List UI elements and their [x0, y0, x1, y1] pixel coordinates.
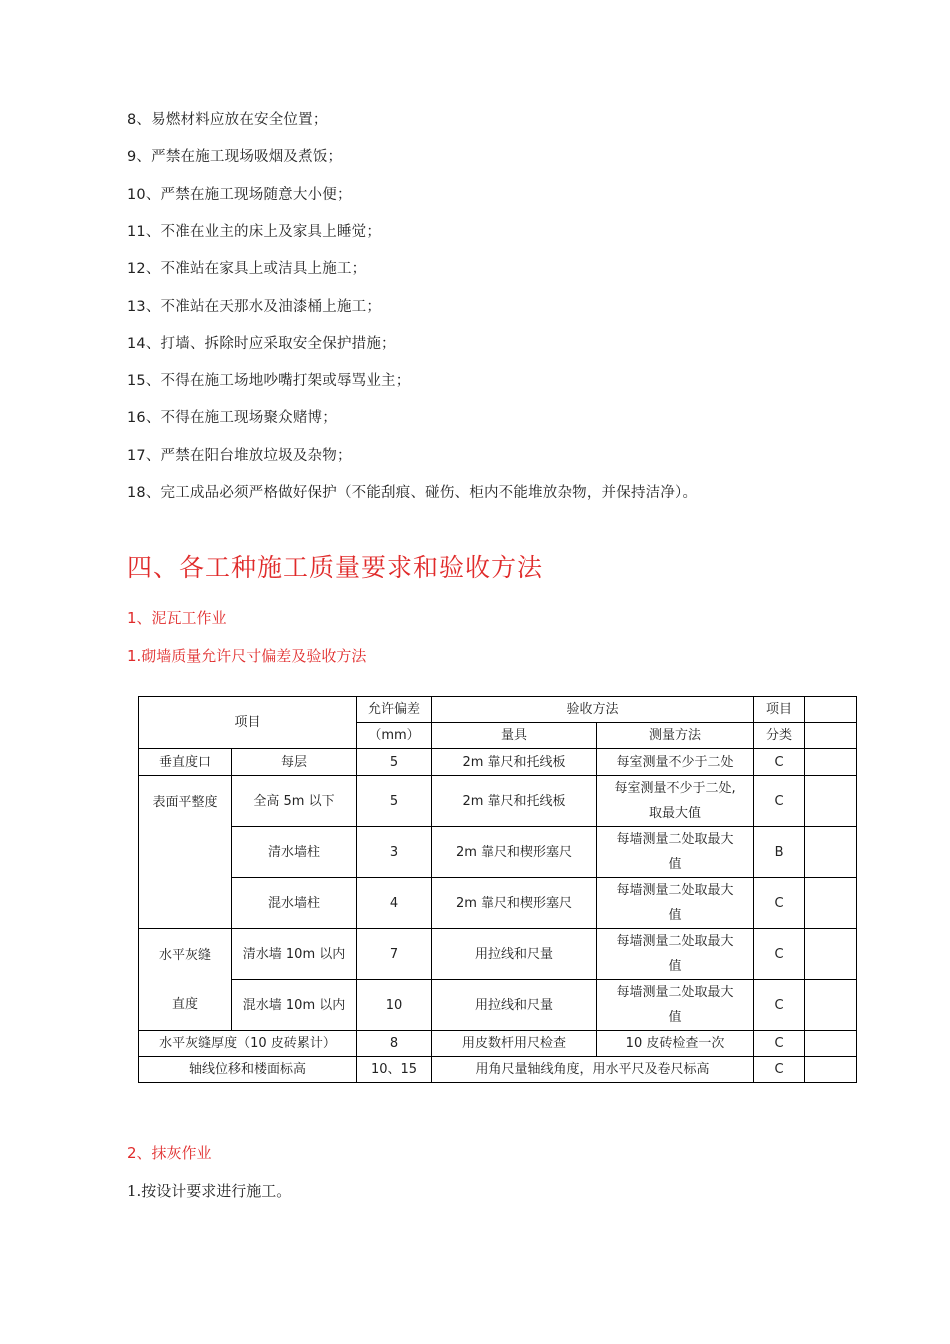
row-sub: 混水墙 10m 以内 [232, 980, 357, 1031]
header-item: 项目 [139, 697, 357, 749]
row-tool: 2m 靠尺和托线板 [432, 749, 597, 776]
row-sub: 每层 [232, 749, 357, 776]
row-group: 表面平整度 [139, 776, 232, 929]
table-row [139, 827, 857, 878]
empty-cell [805, 776, 857, 827]
table-row [139, 1057, 857, 1083]
empty-cell [805, 1057, 857, 1083]
header-tool: 量具 [432, 723, 597, 749]
row-tol: 10、15 [357, 1057, 432, 1083]
row-item: 垂直度口 [139, 749, 232, 776]
row-class: C [754, 1031, 805, 1057]
empty-cell [805, 980, 857, 1031]
row-class: C [754, 776, 805, 827]
row-measure: 10 皮砖检查一次 [597, 1031, 754, 1057]
row-measure-line: 每墙测量二处取最大 [616, 883, 734, 898]
row-class: C [754, 878, 805, 929]
section-title: 四、各工种施工质量要求和验收方法 [127, 553, 544, 582]
header-method: 验收方法 [432, 697, 754, 723]
row-measure [597, 878, 754, 929]
row-measure-line: 值 [668, 908, 682, 923]
row-measure [597, 776, 754, 827]
empty-cell [805, 723, 857, 749]
header-tolerance: 允许偏差 [357, 697, 432, 723]
row-measure [597, 980, 754, 1031]
row-tool: 2m 靠尺和托线板 [432, 776, 597, 827]
row-tol: 5 [357, 776, 432, 827]
table-row [139, 1031, 857, 1057]
body-text: 1.按设计要求进行施工。 [127, 1182, 292, 1200]
header-tolerance-unit: （mm） [357, 723, 432, 749]
row-measure [597, 827, 754, 878]
row-group [139, 929, 232, 1031]
rule-item: 11、不准在业主的床上及家具上睡觉； [127, 224, 382, 240]
row-measure-line: 值 [668, 1010, 682, 1025]
row-group-line: 直度 [171, 996, 198, 1012]
row-tol: 10 [357, 980, 432, 1031]
row-sub: 清水墙 10m 以内 [232, 929, 357, 980]
row-class: C [754, 1057, 805, 1083]
empty-cell [805, 878, 857, 929]
row-tool: 用拉线和尺量 [432, 980, 597, 1031]
row-class: C [754, 980, 805, 1031]
row-tol: 4 [357, 878, 432, 929]
rule-item: 8、易燃材料应放在安全位置； [127, 112, 328, 128]
row-measure-line: 值 [668, 857, 682, 872]
table-row [139, 980, 857, 1031]
row-item: 轴线位移和楼面标高 [139, 1057, 357, 1083]
rule-item: 13、不准站在天那水及油漆桶上施工； [127, 299, 382, 315]
rule-item: 14、打墙、拆除时应采取安全保护措施； [127, 336, 396, 352]
rule-item: 16、不得在施工现场聚众赌博； [127, 410, 337, 426]
row-tol: 7 [357, 929, 432, 980]
row-measure-line: 取最大值 [649, 806, 702, 821]
table-row [139, 776, 857, 827]
row-class: B [754, 827, 805, 878]
rule-item: 15、不得在施工场地吵嘴打架或辱骂业主； [127, 373, 411, 389]
table-row [139, 878, 857, 929]
row-tool: 2m 靠尺和楔形塞尺 [432, 878, 597, 929]
empty-cell [805, 827, 857, 878]
rule-item: 9、严禁在施工现场吸烟及煮饭； [127, 149, 343, 165]
row-measure-line: 每墙测量二处取最大 [616, 985, 734, 1000]
subsection-title: 2、抹灰作业 [127, 1144, 212, 1162]
table-row [139, 749, 857, 776]
row-sub: 全高 5m 以下 [232, 776, 357, 827]
subsection-title: 1、泥瓦工作业 [127, 609, 227, 627]
table-row [139, 929, 857, 980]
header-measure: 测量方法 [597, 723, 754, 749]
empty-cell [805, 929, 857, 980]
rule-item: 18、完工成品必须严格做好保护（不能刮痕、碰伤、柜内不能堆放杂物，并保持洁净）。 [127, 485, 698, 501]
rule-item: 12、不准站在家具上或洁具上施工； [127, 261, 367, 277]
row-measure-line: 每室测量不少于二处, [614, 781, 736, 796]
row-class: C [754, 749, 805, 776]
row-method: 用角尺量轴线角度，用水平尺及卷尺标高 [432, 1057, 754, 1083]
row-measure-line: 每墙测量二处取最大 [616, 832, 734, 847]
row-item: 水平灰缝厚度（10 皮砖累计） [139, 1031, 357, 1057]
row-measure-line: 每墙测量二处取最大 [616, 934, 734, 949]
row-group-line: 水平灰缝 [158, 947, 211, 963]
row-tool: 用皮数杆用尺检查 [432, 1031, 597, 1057]
row-tol: 5 [357, 749, 432, 776]
row-measure: 每室测量不少于二处 [597, 749, 754, 776]
row-tool: 用拉线和尺量 [432, 929, 597, 980]
row-sub: 混水墙柱 [232, 878, 357, 929]
row-class: C [754, 929, 805, 980]
rule-item: 17、严禁在阳台堆放垃圾及杂物； [127, 448, 352, 464]
row-tool: 2m 靠尺和楔形塞尺 [432, 827, 597, 878]
rule-item: 10、严禁在施工现场随意大小便； [127, 187, 352, 203]
empty-cell [805, 749, 857, 776]
row-measure [597, 929, 754, 980]
row-sub: 清水墙柱 [232, 827, 357, 878]
empty-cell [805, 1031, 857, 1057]
row-tol: 8 [357, 1031, 432, 1057]
quality-table [138, 696, 857, 1083]
row-tol: 3 [357, 827, 432, 878]
header-class: 项目 [754, 697, 805, 723]
empty-cell [805, 697, 857, 723]
header-class-2: 分类 [754, 723, 805, 749]
row-measure-line: 值 [668, 959, 682, 974]
table-caption: 1.砌墙质量允许尺寸偏差及验收方法 [127, 647, 367, 665]
